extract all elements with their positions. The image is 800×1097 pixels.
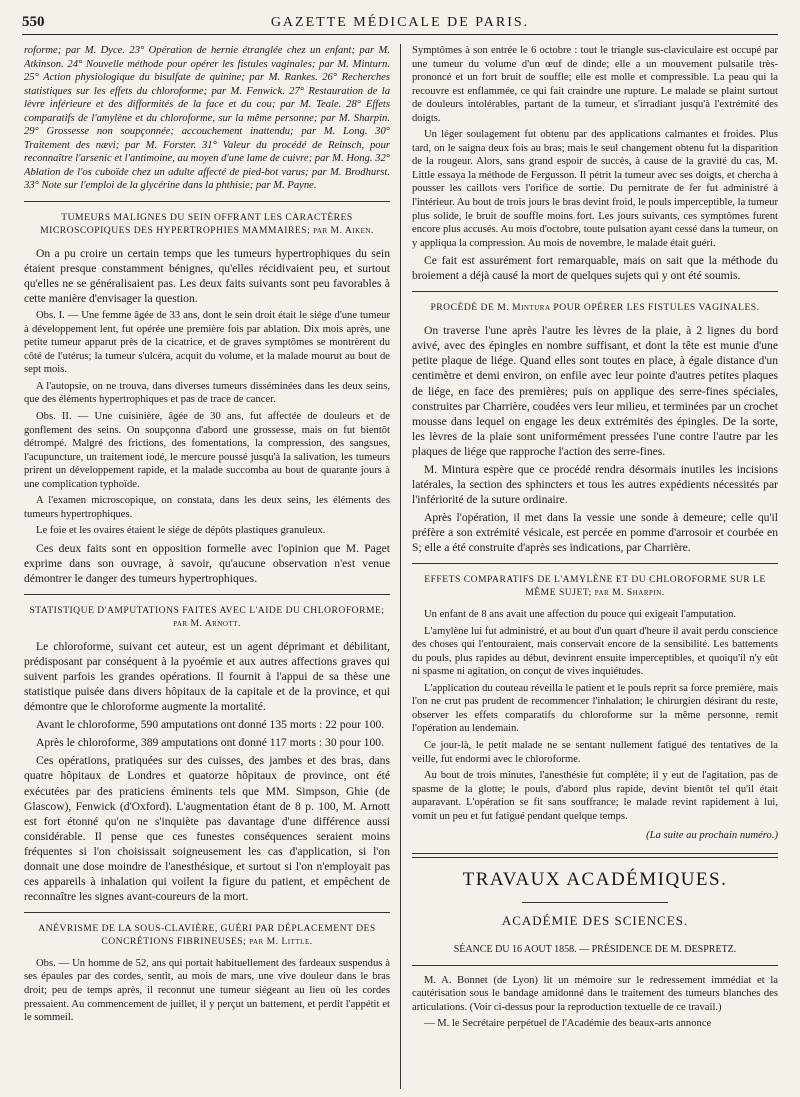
paragraph: M. A. Bonnet (de Lyon) lit un mémoire sur le redressement immédiat et la cautérisation sous le bandage amidonné dans le traitement des tumeurs blanches des articulations. (Voir ci-dessus pour la reproduction textuelle de ce travail.) — [412, 974, 778, 1013]
paragraph: Ce jour-là, le petit malade ne se sentant nullement fatigué des tentatives de la veille, fut endormi avec le chloroforme. — [412, 740, 778, 765]
paragraph: L'application du couteau réveilla le patient et le pouls reprit sa force première, mais l'on ne crut pas prudent de recommencer l'inhalation; le chirurgien désirant du reste, observer les effets comparatifs du chloroforme sur la même personne, remit l'opération au lendemain. — [412, 682, 778, 735]
double-rule — [412, 853, 778, 858]
paragraph: M. Mintura espère que ce procédé rendra désormais inutiles les incisions latérales, la section des sphincters et tous les autres expédients nécessités par l'infériorité de la suture ordinaire. — [412, 462, 778, 506]
paragraph: — M. le Secrétaire perpétuel de l'Académie des beaux-arts annonce — [424, 1018, 712, 1030]
paragraph: Ces opérations, pratiquées sur des cuisses, des jambes et des bras, dans quatre hôpitaux de Londres et quatorze hôpitaux de province, ont été exécutées par des praticiens éminents tels que MM. Simpson, Ghie (de Glascow), Fenwick (d'Oxford). L'augmentation étant de 8 p. 100, M. Arnott est fort étonné qu'on ne s'inquiète pas davantage d'une différence aussi considérable. Il pense que ces funestes conséquences seraient moins fréquentes si l'on choisissait soigneusement les cas d'application, si l'on donnait une dose moindre de l'anesthésique, et surtout si l'on n'employait pas ces appareils à inhalation qui voilent la figure du patient, et empêchent de reconnaître les signes avant-coureurs de la mort. — [24, 754, 390, 903]
column-divider — [400, 44, 401, 1089]
section-rule — [24, 594, 390, 595]
paragraph: Un enfant de 8 ans avait une affection du pouce qui exigeait l'amputation. — [424, 609, 737, 621]
section-title-amputations: STATISTIQUE D'AMPUTATIONS FAITES AVEC L'AIDE DU CHLOROFORME; par M. Arnott. — [29, 605, 385, 630]
paragraph: Obs. II. — Une cuisinière, âgée de 30 ans, fut affectée de douleurs et de gonflement des seins. On soupçonna d'abord une grossesse, mais on fut bientôt détrompé. Malgré des frictions, des fomentations, la compression, des sangsues, l'acupuncture, un traitement iodé, le mercure poussé jusqu'à la salivation, les tumeurs prirent un développement rapide, et la malade succomba au bout de quarante jours à une complication typhoïde. — [24, 410, 390, 490]
paragraph: Obs. I. — Une femme âgée de 33 ans, dont le sein droit était le siége d'une tumeur à développement lent, fut opérée une première fois par ablation. Dix mois après, une petite tumeur apparut près de la cicatrice, et de graves symptômes se montrèrent du côté de l'utérus; la tumeur s'ulcéra, acquit du volume, et la malade mourut au bout de sept mois. — [24, 310, 390, 376]
paragraph: L'amylène lui fut administré, et au bout d'un quart d'heure il avait perdu conscience des choses qui l'entouraient, mais conservait encore de la sensibilité. Les battements du pouls, plus rapides au début, devinrent ensuite imperceptibles, et quoiqu'il n'y eût ni spasme ni agitation, on conçut de vives inquiétudes. — [412, 625, 778, 678]
paragraph: Au bout de trois minutes, l'anesthésie fut complète; il y eut de l'agitation, pas de spasme de la glotte; le pouls, d'abord plus rapide, devint bientôt tel qu'il était auparavant. L'opération se fit sans souffrance; le malade revint rapidement à lui, vomit un peu et fut fatigué pendant quelque temps. — [412, 770, 778, 822]
section-rule — [412, 291, 778, 292]
right-column — [412, 44, 778, 1089]
section-title-anevrisme: ANÉVRISME DE LA SOUS-CLAVIÈRE, GUÉRI PAR DÉPLACEMENT DES CONCRÉTIONS FIBRINEUSES; par M. Little. — [38, 923, 376, 947]
intro-list: roforme; par M. Dyce. 23° Opération de hernie étranglée chez un enfant; par M. Atkinson. 24° Nouvelle méthode pour opérer les fistules vaginales; par M. Minturn. 25° Action physiologique du bisulfate de quinine; par M. Rankes. 26° Recherches statistiques sur les effets du chloroforme; par M. Fenwick. 27° Restauration de la lèvre inférieure et des difformités de la face et du cou; par M. Teale. 28° Effets comparatifs de l'amylène et du chloroforme, sur la même personne; par M. Sharpin. 29° Grossesse non soupçonnée; accouchement inattendu; par M. Long. 30° Traitement des nævi; par M. Forster. 31° Valeur du procédé de Reinsch, pour reconnaître l'arsenic et l'antimoine, au moyen d'une lame de cuivre; par M. Hong. 32° Ablation de l'os cuboïde chez un adulte affecté de pied-bot varus; par M. Brodhurst. 33° Note sur l'emploi de la glycérine dans la phthisie; par M. Payne. — [24, 45, 390, 192]
paragraph: Le foie et les ovaires étaient le siége de dépôts plastiques granuleux. — [36, 525, 326, 537]
paragraph: Après le chloroforme, 389 amputations ont donné 117 morts : 30 pour 100. — [36, 736, 384, 750]
left-column — [24, 44, 390, 1089]
paragraph: A l'examen microscopique, on constata, dans les deux seins, les éléments des tumeurs hypertrophiques. — [24, 495, 390, 520]
continuation-note: (La suite au prochain numéro.) — [646, 830, 778, 842]
paragraph: Avant le chloroforme, 590 amputations ont donné 135 morts : 22 pour 100. — [36, 718, 385, 732]
short-rule — [522, 902, 668, 903]
paragraph: Ce fait est assurément fort remarquable, mais on sait que la méthode du broiement a déjà causé la mort de quelques sujets qui y ont été soumis. — [412, 254, 778, 283]
page-number: 550 — [22, 14, 45, 30]
section-title-tumeurs: TUMEURS MALIGNES DU SEIN OFFRANT LES CARACTÈRES MICROSCOPIQUES DES HYPERTROPHIES MAMMAIRES; par M. Aiken. — [40, 212, 374, 236]
page-header — [22, 14, 778, 35]
section-title-procede: PROCÉDÉ DE M. Mintura POUR OPÉRER LES FISTULES VAGINALES. — [430, 302, 760, 314]
section-rule — [412, 563, 778, 564]
seance-line: SÉANCE DU 16 AOUT 1858. — PRÉSIDENCE DE M. DESPRETZ. — [453, 943, 737, 955]
paragraph: Après l'opération, il met dans la vessie une sonde à demeure; celle qu'il préfère a son extrémité vésicale, est percée en pomme d'arrosoir et courbée en S; elle a été construite d'après ses indications, par Charrière. — [412, 511, 778, 555]
paragraph: Symptômes à son entrée le 6 octobre : tout le triangle sus-claviculaire est occupé par une tumeur du volume d'un œuf de dinde; elle a un mouvement pulsatile très-prononcé et un fort bruit de souffle; elle est molle et compressible. La peau qui la recouvre est enflammée, ce qui fait craindre une rupture. Le malade se plaint surtout de douleurs intolérables, partant de la tumeur, et s'irradiant jusqu'à l'extrémité des doigts. — [412, 45, 778, 124]
paragraph: Un léger soulagement fut obtenu par des applications calmantes et froides. Plus tard, on le saigna deux fois au bras; mais le seul changement obtenu fut la disparition de la rougeur. Alors, sans grand espoir de succès, à cause de la gravité du cas, M. Little essaya la méthode de Fergusson. Il pétrit la tumeur avec ses doigts, et chercha à pousser les caillots vers l'orifice de sortie. Du pernitrate de fer fut administré à l'intérieur. Au bout de trois jours le bras devint froid, le pouls imperceptible, la tumeur plus solide, le bruit de souffle moins fort. Les jours suivants, ces symptômes furent encore plus accusés. Au mois d'octobre, toute pulsation ayant cessé dans la tumeur, on y appliqua la compression. Au mois de novembre, le malade était guéri. — [412, 129, 778, 249]
section-title-amylene: EFFETS COMPARATIFS DE L'AMYLÈNE ET DU CHLOROFORME SUR LE MÊME SUJET; par M. Sharpin. — [424, 574, 766, 599]
paragraph: Ces deux faits sont en opposition formelle avec l'opinion que M. Paget exprime dans son ouvrage, à savoir, qu'aucune observation n'est venue démontrer le danger des tumeurs hypertrophiques. — [24, 541, 390, 586]
paragraph: On a pu croire un certain temps que les tumeurs hypertrophiques du sein étaient presque constamment bénignes, qu'elles récidivaient peu, et surtout qu'elles ne se généralisaient pas. Les deux faits suivants sont peu favorables à cette manière d'envisager la question. — [24, 246, 390, 306]
paragraph: Obs. — Un homme de 52, ans qui portait habituellement des fardeaux suspendus à ses épaules par des cordes, sentit, au mois de mars, une vive douleur dans le bras droit; peu de temps après, il reconnut une tumeur siégeant au lieu où les cordes pressaient. Au commencement de juillet, il y perçut un battement, et perdit l'appétit et le sommeil. — [24, 957, 390, 1024]
academie-heading: ACADÉMIE DES SCIENCES. — [501, 913, 689, 929]
paragraph: On traverse l'une après l'autre les lèvres de la plaie, à 2 lignes du bord avivé, avec des épingles en nombre suffisant, et dont la tête est munie d'une petite plaque de liége. Quand elles sont toutes en place, à égale distance d'un centimètre et demi environ, on enfile avec leur pointe d'autres petites plaques de liége, en face des premières; puis on applique des serre-fines spéciales, construites par Charrière, coudées vers leur milieu, et terminées par un crochet mousse dans lequel on engage les deux extrémités des épingles. De la sorte, les lèvres de la plaie sont uniformément pressées l'une contre l'autre par les plaques de liége que rapproche l'action des serre-fines. — [412, 324, 778, 458]
journal-title: GAZETTE MÉDICALE DE PARIS. — [270, 15, 530, 30]
travaux-heading: TRAVAUX ACADÉMIQUES. — [462, 868, 728, 890]
paragraph: Le chloroforme, suivant cet auteur, est un agent déprimant et débilitant, prédisposant par conséquent à la pyoémie et aux autres affections graves qui suivent parfois les grandes opérations. Il fournit à l'appui de sa thèse une statistique puisée dans divers hôpitaux de la capitale et de la province, et qui démontre que le chloroforme augmente la mortalité. — [24, 639, 390, 714]
section-rule — [412, 965, 778, 966]
paragraph: A l'autopsie, on ne trouva, dans diverses tumeurs disséminées dans les deux seins, que des éléments hypertrophiques et pas de trace de cancer. — [24, 380, 390, 406]
section-rule — [24, 201, 390, 202]
section-rule — [24, 912, 390, 913]
